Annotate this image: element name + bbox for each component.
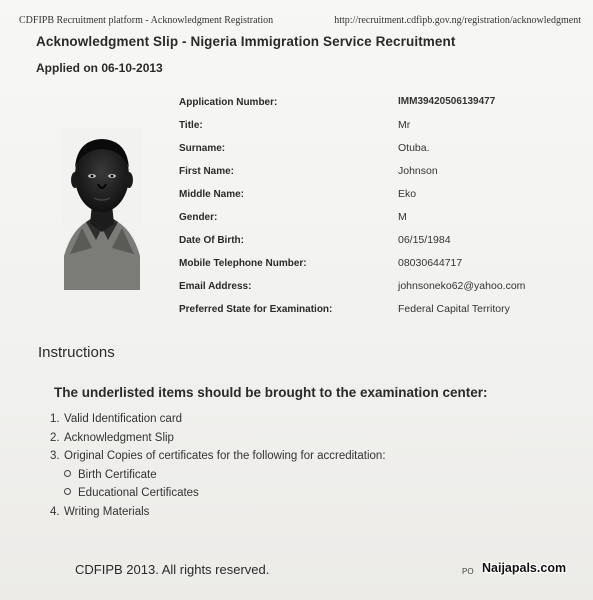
sub-item-text: Birth Certificate: [78, 468, 157, 481]
applicant-details: [179, 94, 579, 324]
list-item-text: Writing Materials: [64, 505, 150, 518]
field-label: Date Of Birth:: [179, 235, 244, 246]
footer-copyright: CDFIPB 2013. All rights reserved.: [75, 562, 270, 577]
watermark: Naijapals.com: [482, 561, 567, 575]
field-row-date-of-birth: [179, 232, 579, 255]
applied-date: Applied on 06-10-2013: [36, 61, 163, 75]
title-value: Mr: [398, 119, 411, 131]
instructions-subheading: The underlisted items should be brought to the examination center:: [54, 385, 488, 400]
field-label: Email Address:: [179, 281, 252, 292]
field-row-surname: [179, 140, 579, 163]
field-label: Surname:: [179, 143, 226, 154]
sub-list-item: [64, 466, 386, 485]
date-of-birth-value: 06/15/1984: [398, 234, 451, 246]
gender-value: M: [398, 211, 407, 223]
email-value: johnsoneko62@yahoo.com: [398, 280, 526, 292]
sub-list-container: [50, 466, 386, 503]
field-label: Middle Name:: [179, 189, 245, 200]
list-item: [50, 447, 386, 466]
print-header-url: http://recruitment.cdfipb.gov.ng/registration/acknowledgment: [334, 15, 581, 26]
field-label: Application Number:: [179, 97, 278, 108]
field-label: First Name:: [179, 166, 235, 177]
field-row-first-name: [179, 163, 579, 186]
field-label: Mobile Telephone Number:: [179, 258, 307, 269]
list-number: 1.: [50, 413, 60, 425]
preferred-state-value: Federal Capital Territory: [398, 303, 510, 315]
field-row-mobile: [179, 255, 579, 278]
applicant-photo: [62, 128, 142, 290]
list-item: [50, 410, 386, 429]
field-label: Gender:: [179, 212, 218, 223]
list-item: [50, 429, 386, 448]
list-item: [50, 503, 386, 522]
field-row-application-number: [179, 94, 579, 117]
footer-right-text: PO: [462, 567, 474, 576]
sub-item-text: Educational Certificates: [78, 487, 199, 499]
application-number-value: IMM39420506139477: [398, 96, 496, 107]
sub-list: [50, 466, 386, 503]
mobile-value: 08030644717: [398, 257, 463, 269]
list-number: 3.: [50, 450, 60, 462]
field-row-gender: [179, 209, 579, 232]
field-label: Preferred State for Examination:: [179, 304, 333, 315]
field-row-title: [179, 117, 579, 140]
print-header-title: CDFIPB Recruitment platform - Acknowledgment Registration: [19, 15, 274, 26]
sub-list-item: [64, 484, 386, 503]
field-row-middle-name: [179, 186, 579, 209]
instructions-list: [50, 410, 386, 521]
instructions-heading: Instructions: [38, 344, 115, 361]
field-row-email: [179, 278, 579, 301]
list-item-text: Valid Identification card: [64, 413, 183, 425]
list-number: 2.: [50, 431, 60, 444]
surname-value: Otuba.: [398, 142, 430, 154]
slip-title: Acknowledgment Slip - Nigeria Immigration Service Recruitment: [36, 34, 456, 49]
field-label: Title:: [179, 120, 203, 131]
list-item-text: Acknowledgment Slip: [64, 431, 174, 444]
list-number: 4.: [50, 505, 60, 518]
field-row-preferred-state: [179, 301, 579, 324]
circle-bullet-icon: [64, 470, 71, 477]
circle-bullet-icon: [64, 488, 71, 495]
first-name-value: Johnson: [398, 165, 438, 177]
middle-name-value: Eko: [398, 188, 417, 200]
list-item-text: Original Copies of certificates for the following for accreditation:: [64, 450, 386, 462]
